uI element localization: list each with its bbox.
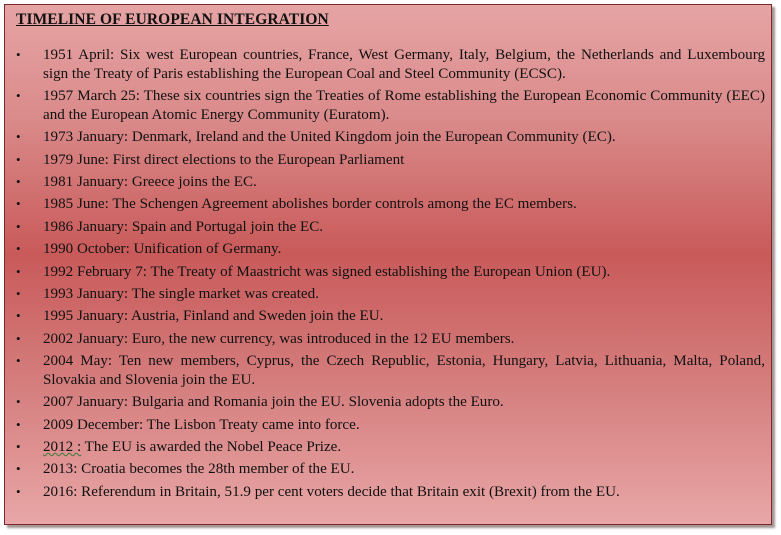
event-text: Greece joins the EC. — [128, 173, 257, 190]
event-date: 2002 January: — [43, 330, 129, 347]
bullet-icon: • — [16, 438, 21, 454]
event-text: The Treaty of Maastricht was signed establishing the European Union (EU). — [146, 263, 611, 280]
timeline-event — [5, 173, 771, 192]
event-text: Unification of Germany. — [129, 241, 282, 258]
bullet-icon: • — [16, 129, 21, 145]
timeline-event — [5, 128, 771, 147]
event-date: 1973 January: — [43, 129, 129, 146]
timeline-event — [5, 151, 771, 170]
bullet-icon: • — [16, 330, 21, 346]
bullet-icon: • — [16, 196, 21, 212]
event-date: 2012 : — [43, 438, 82, 455]
timeline-event — [5, 483, 771, 502]
timeline-event — [5, 330, 771, 349]
bullet-icon: • — [16, 173, 21, 189]
timeline-event — [5, 307, 771, 326]
event-date: 2004 May: — [43, 353, 113, 370]
event-date: 1993 January: — [43, 285, 129, 302]
event-date: 1995 January: — [43, 308, 129, 325]
timeline-event — [5, 195, 771, 214]
timeline-list — [5, 46, 771, 505]
event-text: The Lisbon Treaty came into force. — [143, 416, 360, 433]
timeline-event — [5, 352, 771, 389]
bullet-icon: • — [16, 218, 21, 234]
timeline-box — [4, 4, 772, 525]
event-text: Croatia becomes the 28th member of the EU. — [77, 461, 355, 478]
timeline-event — [5, 263, 771, 282]
timeline-event — [5, 46, 771, 83]
bullet-icon: • — [16, 483, 21, 499]
timeline-event — [5, 218, 771, 237]
event-date: 2013: — [43, 461, 78, 478]
bullet-icon: • — [16, 394, 21, 410]
event-date: 1957 March 25: — [43, 88, 140, 105]
event-text: First direct elections to the European Parliament — [108, 151, 405, 168]
bullet-icon: • — [16, 416, 21, 432]
timeline-event — [5, 240, 771, 259]
bullet-icon: • — [16, 263, 21, 279]
bullet-icon: • — [16, 151, 21, 167]
timeline-event — [5, 416, 771, 435]
event-text: Bulgaria and Romania join the EU. Slovenia adopts the Euro. — [128, 394, 504, 411]
event-date: 1951 April: — [43, 47, 115, 63]
timeline-title: TIMELINE OF EUROPEAN INTEGRATION — [16, 11, 329, 28]
bullet-icon: • — [16, 285, 21, 301]
event-text: Spain and Portugal join the EC. — [128, 218, 324, 235]
bullet-icon: • — [16, 241, 21, 257]
event-date: 1981 January: — [43, 173, 129, 190]
event-date: 2016: — [43, 483, 78, 500]
event-text: The single market was created. — [128, 285, 319, 302]
event-date: 2009 December: — [43, 416, 144, 433]
event-text: Austria, Finland and Sweden join the EU. — [128, 308, 384, 325]
bullet-icon: • — [16, 308, 21, 324]
event-date: 1979 June: — [43, 151, 109, 168]
timeline-event — [5, 460, 771, 479]
event-text: Six west European countries, France, West Germany, Italy, Belgium, the Netherlands and Luxembourg sign the Treaty of Paris establishing the European Coal and Steel Community (ECSC). — [43, 47, 765, 82]
event-date: 2007 January: — [43, 394, 129, 411]
timeline-event — [5, 285, 771, 304]
event-text: Denmark, Ireland and the United Kingdom join the European Community (EC). — [128, 129, 616, 146]
event-text: The Schengen Agreement abolishes border controls among the EC members. — [108, 196, 577, 213]
bullet-icon: • — [16, 353, 21, 369]
event-text: The EU is awarded the Nobel Peace Prize. — [81, 438, 342, 455]
event-text: Referendum in Britain, 51.9 per cent voters decide that Britain exit (Brexit) from the EU. — [77, 483, 620, 500]
event-date: 1992 February 7: — [43, 263, 147, 280]
event-date: 1990 October: — [43, 241, 130, 258]
bullet-icon: • — [16, 461, 21, 477]
timeline-event — [5, 438, 771, 457]
event-text: Ten new members, Cyprus, the Czech Republic, Estonia, Hungary, Latvia, Lithuania, Malta, Poland, Slovakia and Slovenia join the EU. — [43, 353, 766, 388]
timeline-event — [5, 393, 771, 412]
bullet-icon: • — [16, 47, 21, 62]
event-text: Euro, the new currency, was introduced in the 12 EU members. — [128, 330, 515, 347]
event-text: These six countries sign the Treaties of Rome establishing the European Economic Community (EEC) and the European Atomic Energy Community (Euratom). — [43, 88, 765, 123]
event-date: 1985 June: — [43, 196, 109, 213]
timeline-event — [5, 87, 771, 124]
bullet-icon: • — [16, 88, 21, 104]
event-date: 1986 January: — [43, 218, 129, 235]
